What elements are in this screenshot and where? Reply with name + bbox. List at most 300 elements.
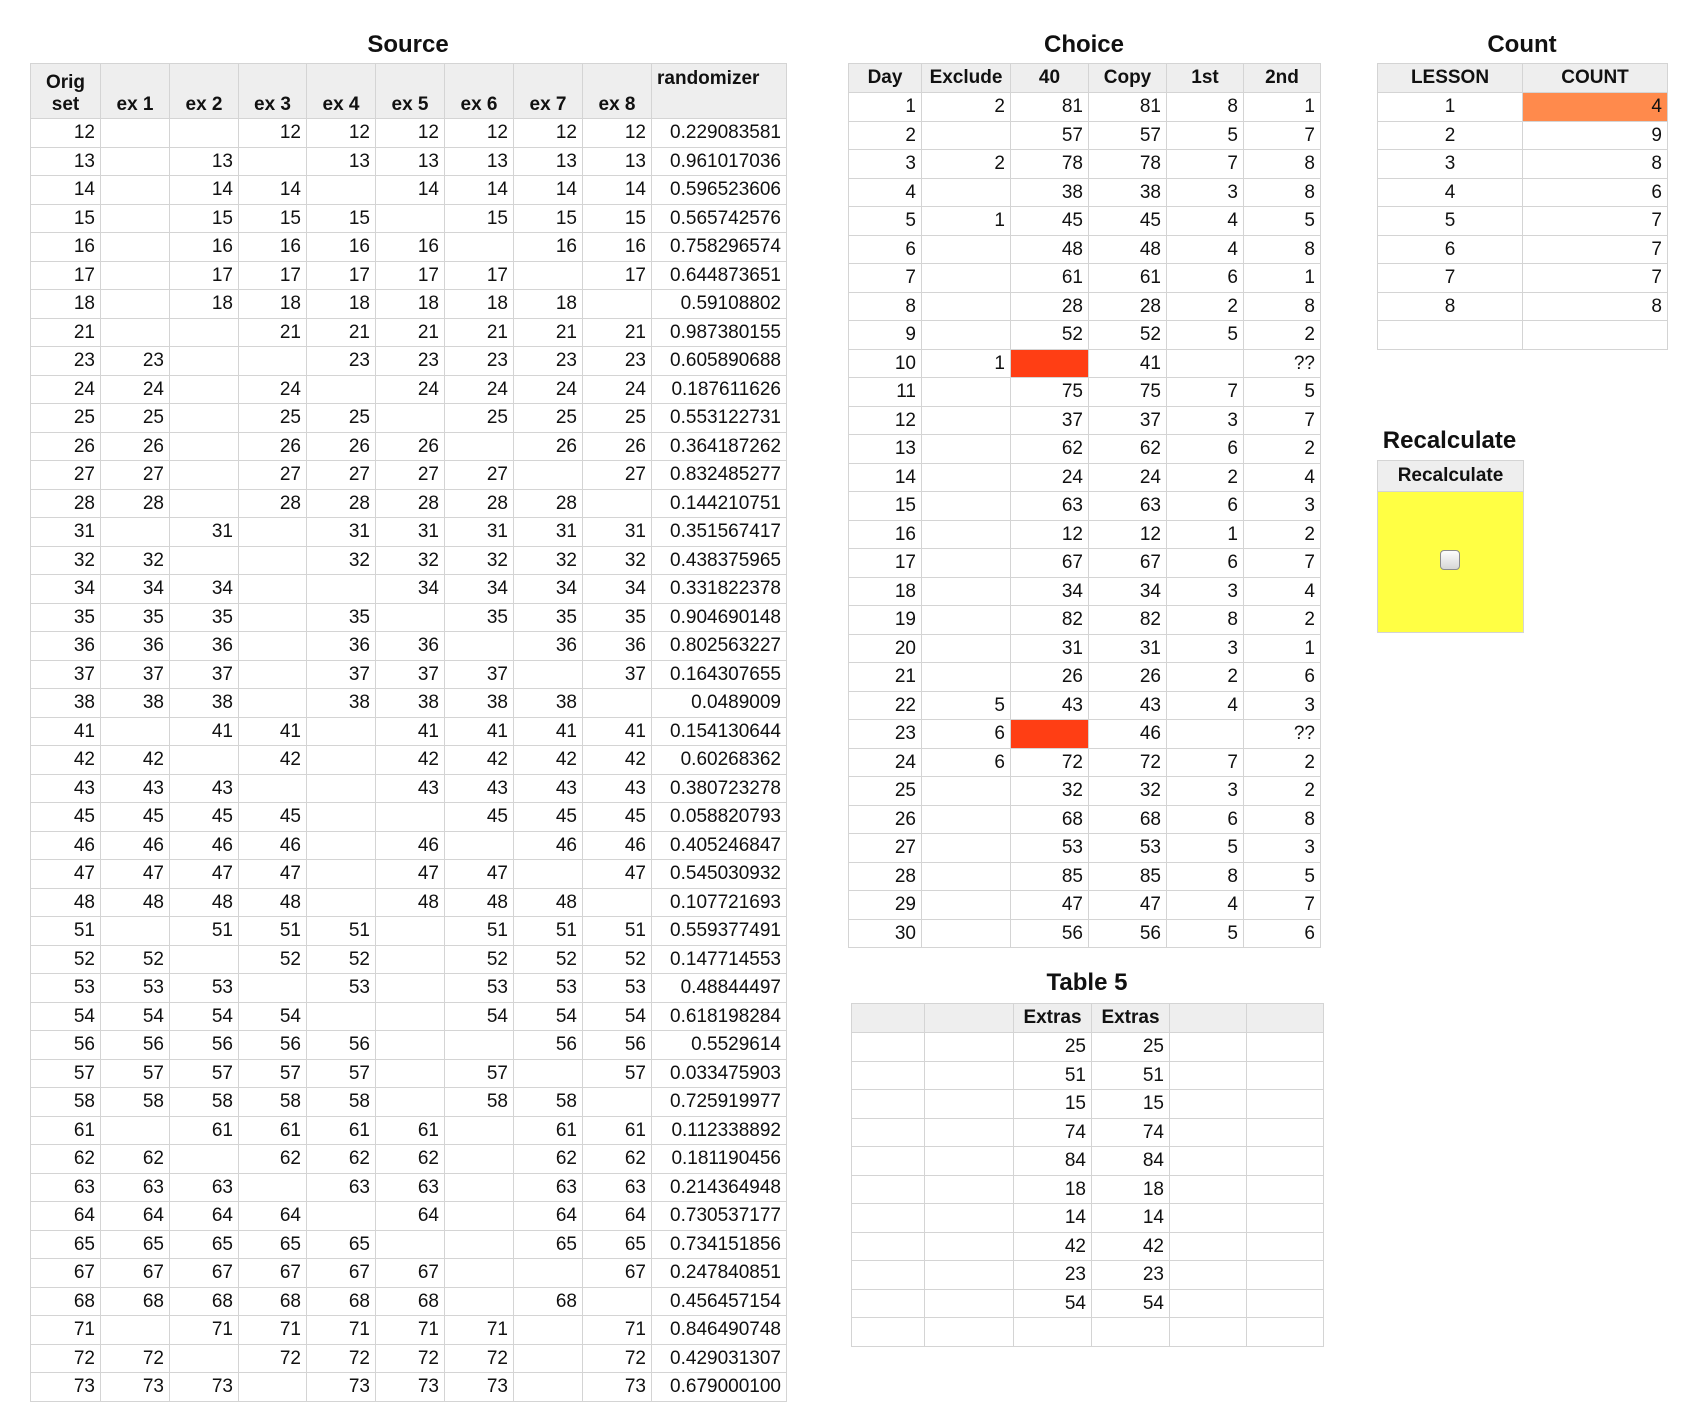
- table-cell[interactable]: 6: [1244, 919, 1321, 948]
- table-cell[interactable]: 25: [583, 404, 652, 433]
- table-cell[interactable]: [922, 634, 1011, 663]
- table-cell[interactable]: [307, 888, 376, 917]
- table-cell[interactable]: 45: [514, 803, 583, 832]
- table-cell[interactable]: 5: [1167, 919, 1244, 948]
- table-cell[interactable]: 61: [376, 1116, 445, 1145]
- table-cell[interactable]: 0.559377491: [652, 917, 787, 946]
- table-cell[interactable]: 1: [922, 207, 1011, 236]
- table-cell[interactable]: 61: [583, 1116, 652, 1145]
- table-cell[interactable]: 52: [445, 945, 514, 974]
- table-cell[interactable]: [925, 1061, 1014, 1090]
- table-cell[interactable]: 43: [1089, 691, 1167, 720]
- table-cell[interactable]: 68: [514, 1287, 583, 1316]
- table-cell[interactable]: 21: [239, 318, 307, 347]
- table-cell[interactable]: 0.605890688: [652, 347, 787, 376]
- table-cell[interactable]: 15: [31, 204, 101, 233]
- table-cell[interactable]: 81: [1089, 93, 1167, 122]
- table-cell[interactable]: 0.144210751: [652, 489, 787, 518]
- table-cell[interactable]: 48: [31, 888, 101, 917]
- table-cell[interactable]: 63: [376, 1173, 445, 1202]
- column-header[interactable]: COUNT: [1523, 64, 1668, 93]
- table-cell[interactable]: 37: [1011, 406, 1089, 435]
- table-cell[interactable]: 43: [445, 774, 514, 803]
- table-cell[interactable]: 31: [31, 518, 101, 547]
- table-cell[interactable]: [922, 321, 1011, 350]
- table-cell[interactable]: 6: [1378, 235, 1523, 264]
- table-cell[interactable]: 41: [376, 717, 445, 746]
- table-cell[interactable]: 5: [1378, 207, 1523, 236]
- table-cell[interactable]: 17: [849, 549, 922, 578]
- table-cell[interactable]: 62: [31, 1145, 101, 1174]
- table-cell[interactable]: [1247, 1118, 1324, 1147]
- table-cell[interactable]: 25: [514, 404, 583, 433]
- table-cell[interactable]: 8: [1523, 292, 1668, 321]
- table-cell[interactable]: 42: [514, 746, 583, 775]
- table-cell[interactable]: 51: [1014, 1061, 1092, 1090]
- table-cell[interactable]: [307, 176, 376, 205]
- table-cell[interactable]: 41: [31, 717, 101, 746]
- table-cell[interactable]: 46: [583, 831, 652, 860]
- table-cell[interactable]: 27: [583, 461, 652, 490]
- table-cell[interactable]: 0.618198284: [652, 1002, 787, 1031]
- table-cell[interactable]: [1170, 1118, 1247, 1147]
- table-cell[interactable]: 26: [307, 432, 376, 461]
- table-cell[interactable]: 47: [583, 860, 652, 889]
- table-cell[interactable]: 38: [101, 689, 170, 718]
- table-cell[interactable]: 63: [1011, 492, 1089, 521]
- table-cell[interactable]: 73: [445, 1373, 514, 1402]
- table-cell[interactable]: 47: [1011, 891, 1089, 920]
- table-cell[interactable]: 16: [583, 233, 652, 262]
- table-cell[interactable]: [170, 119, 239, 148]
- table-cell[interactable]: 56: [514, 1031, 583, 1060]
- table-cell[interactable]: 47: [445, 860, 514, 889]
- table-cell[interactable]: 56: [31, 1031, 101, 1060]
- table-cell[interactable]: 0.565742576: [652, 204, 787, 233]
- table-cell[interactable]: 12: [307, 119, 376, 148]
- table-cell[interactable]: 24: [376, 375, 445, 404]
- table-cell[interactable]: 53: [583, 974, 652, 1003]
- table-cell[interactable]: 38: [1089, 178, 1167, 207]
- table-cell[interactable]: [1170, 1232, 1247, 1261]
- table-cell[interactable]: [170, 318, 239, 347]
- table-cell[interactable]: 25: [31, 404, 101, 433]
- table-cell[interactable]: 24: [1089, 463, 1167, 492]
- table-cell[interactable]: 54: [101, 1002, 170, 1031]
- table-cell[interactable]: 38: [31, 689, 101, 718]
- table-cell[interactable]: 41: [170, 717, 239, 746]
- table-cell[interactable]: [445, 632, 514, 661]
- table-cell[interactable]: 14: [445, 176, 514, 205]
- table-cell[interactable]: 17: [376, 261, 445, 290]
- table-cell[interactable]: 0.679000100: [652, 1373, 787, 1402]
- table-cell[interactable]: 42: [239, 746, 307, 775]
- table-cell[interactable]: 65: [101, 1230, 170, 1259]
- table-cell[interactable]: 8: [1378, 292, 1523, 321]
- table-cell[interactable]: 53: [101, 974, 170, 1003]
- table-cell[interactable]: 52: [307, 945, 376, 974]
- table-cell[interactable]: 0.147714553: [652, 945, 787, 974]
- table-cell[interactable]: 54: [583, 1002, 652, 1031]
- table-cell[interactable]: 51: [445, 917, 514, 946]
- table-cell[interactable]: 3: [1244, 691, 1321, 720]
- table-cell[interactable]: [1247, 1147, 1324, 1176]
- table-cell[interactable]: [101, 261, 170, 290]
- table-cell[interactable]: 23: [1092, 1261, 1170, 1290]
- table-cell[interactable]: 61: [239, 1116, 307, 1145]
- table-cell[interactable]: 46: [376, 831, 445, 860]
- table-cell[interactable]: 0.596523606: [652, 176, 787, 205]
- table-cell[interactable]: 6: [1167, 264, 1244, 293]
- table-cell[interactable]: 12: [1089, 520, 1167, 549]
- highlighted-cell[interactable]: [1011, 720, 1089, 749]
- table-cell[interactable]: 54: [1014, 1289, 1092, 1318]
- table-cell[interactable]: 67: [376, 1259, 445, 1288]
- table-cell[interactable]: 47: [101, 860, 170, 889]
- table-cell[interactable]: 53: [514, 974, 583, 1003]
- table-cell[interactable]: [925, 1232, 1014, 1261]
- table-cell[interactable]: 42: [583, 746, 652, 775]
- table-cell[interactable]: [925, 1289, 1014, 1318]
- table-cell[interactable]: 63: [31, 1173, 101, 1202]
- table-cell[interactable]: [1170, 1318, 1247, 1347]
- table-cell[interactable]: 72: [376, 1344, 445, 1373]
- table-cell[interactable]: 0.247840851: [652, 1259, 787, 1288]
- table-cell[interactable]: 26: [101, 432, 170, 461]
- table-cell[interactable]: 24: [849, 748, 922, 777]
- table-cell[interactable]: 7: [1378, 264, 1523, 293]
- table-cell[interactable]: [170, 347, 239, 376]
- table-cell[interactable]: [922, 435, 1011, 464]
- table-cell[interactable]: 35: [514, 603, 583, 632]
- table-cell[interactable]: 61: [307, 1116, 376, 1145]
- table-cell[interactable]: 4: [1378, 178, 1523, 207]
- selected-cell[interactable]: 4: [1523, 93, 1668, 122]
- table-cell[interactable]: 4: [1244, 577, 1321, 606]
- table-cell[interactable]: 28: [307, 489, 376, 518]
- table-cell[interactable]: [1014, 1318, 1092, 1347]
- table-cell[interactable]: 6: [1523, 178, 1668, 207]
- table-cell[interactable]: [852, 1261, 925, 1290]
- table-cell[interactable]: 15: [514, 204, 583, 233]
- table-cell[interactable]: 14: [849, 463, 922, 492]
- table-cell[interactable]: 13: [170, 147, 239, 176]
- table-cell[interactable]: 0.214364948: [652, 1173, 787, 1202]
- table-cell[interactable]: 0.181190456: [652, 1145, 787, 1174]
- table-cell[interactable]: 31: [376, 518, 445, 547]
- table-cell[interactable]: 21: [583, 318, 652, 347]
- table-cell[interactable]: 23: [307, 347, 376, 376]
- table-cell[interactable]: 12: [849, 406, 922, 435]
- table-cell[interactable]: 27: [445, 461, 514, 490]
- table-cell[interactable]: 36: [376, 632, 445, 661]
- table-cell[interactable]: 3: [1167, 178, 1244, 207]
- table-cell[interactable]: 6: [1167, 549, 1244, 578]
- table-cell[interactable]: 23: [849, 720, 922, 749]
- table-cell[interactable]: [1247, 1061, 1324, 1090]
- table-cell[interactable]: 11: [849, 378, 922, 407]
- table-cell[interactable]: 31: [170, 518, 239, 547]
- table-cell[interactable]: [170, 746, 239, 775]
- table-cell[interactable]: 68: [307, 1287, 376, 1316]
- table-cell[interactable]: 1: [1244, 93, 1321, 122]
- table-cell[interactable]: 68: [239, 1287, 307, 1316]
- table-cell[interactable]: [445, 831, 514, 860]
- table-cell[interactable]: [1247, 1204, 1324, 1233]
- table-cell[interactable]: 31: [514, 518, 583, 547]
- column-header[interactable]: 1st: [1167, 64, 1244, 93]
- table-cell[interactable]: 8: [1244, 805, 1321, 834]
- table-cell[interactable]: 12: [239, 119, 307, 148]
- table-cell[interactable]: 5: [1167, 321, 1244, 350]
- table-cell[interactable]: [1247, 1232, 1324, 1261]
- table-cell[interactable]: 0.058820793: [652, 803, 787, 832]
- table-cell[interactable]: 3: [1167, 777, 1244, 806]
- column-header[interactable]: [852, 1004, 925, 1033]
- table-cell[interactable]: 45: [170, 803, 239, 832]
- table-cell[interactable]: 62: [307, 1145, 376, 1174]
- table-cell[interactable]: 8: [1244, 235, 1321, 264]
- table-cell[interactable]: 18: [514, 290, 583, 319]
- table-cell[interactable]: 61: [170, 1116, 239, 1145]
- table-cell[interactable]: 68: [1011, 805, 1089, 834]
- table-cell[interactable]: 0.5529614: [652, 1031, 787, 1060]
- table-cell[interactable]: [852, 1175, 925, 1204]
- table-cell[interactable]: 64: [239, 1202, 307, 1231]
- table-cell[interactable]: [307, 375, 376, 404]
- table-cell[interactable]: 26: [239, 432, 307, 461]
- table-cell[interactable]: [376, 974, 445, 1003]
- table-cell[interactable]: [925, 1033, 1014, 1062]
- table-cell[interactable]: 8: [1167, 93, 1244, 122]
- table-cell[interactable]: 24: [239, 375, 307, 404]
- table-cell[interactable]: 2: [1167, 663, 1244, 692]
- table-cell[interactable]: 0.987380155: [652, 318, 787, 347]
- table-cell[interactable]: [170, 546, 239, 575]
- table-cell[interactable]: [514, 1373, 583, 1402]
- table-cell[interactable]: 24: [583, 375, 652, 404]
- table-cell[interactable]: 45: [445, 803, 514, 832]
- table-cell[interactable]: [1167, 349, 1244, 378]
- table-cell[interactable]: 54: [239, 1002, 307, 1031]
- table-cell[interactable]: 36: [170, 632, 239, 661]
- table-cell[interactable]: 62: [583, 1145, 652, 1174]
- table-cell[interactable]: 15: [1092, 1090, 1170, 1119]
- table-cell[interactable]: 61: [1011, 264, 1089, 293]
- table-cell[interactable]: 41: [1089, 349, 1167, 378]
- table-cell[interactable]: [922, 777, 1011, 806]
- table-cell[interactable]: 0.107721693: [652, 888, 787, 917]
- table-cell[interactable]: [239, 546, 307, 575]
- table-cell[interactable]: 12: [31, 119, 101, 148]
- table-cell[interactable]: 53: [1011, 834, 1089, 863]
- table-cell[interactable]: 16: [376, 233, 445, 262]
- table-cell[interactable]: 71: [170, 1316, 239, 1345]
- table-cell[interactable]: 15: [1014, 1090, 1092, 1119]
- table-cell[interactable]: 37: [445, 660, 514, 689]
- table-cell[interactable]: 2: [922, 93, 1011, 122]
- table-cell[interactable]: 82: [1011, 606, 1089, 635]
- table-cell[interactable]: 67: [583, 1259, 652, 1288]
- table-cell[interactable]: 72: [1011, 748, 1089, 777]
- table-cell[interactable]: 0.187611626: [652, 375, 787, 404]
- table-cell[interactable]: 18: [445, 290, 514, 319]
- table-cell[interactable]: 0.553122731: [652, 404, 787, 433]
- table-cell[interactable]: 43: [31, 774, 101, 803]
- table-cell[interactable]: 75: [1089, 378, 1167, 407]
- table-cell[interactable]: 71: [583, 1316, 652, 1345]
- table-cell[interactable]: 53: [1089, 834, 1167, 863]
- table-cell[interactable]: 41: [514, 717, 583, 746]
- table-cell[interactable]: [852, 1033, 925, 1062]
- table-cell[interactable]: 64: [376, 1202, 445, 1231]
- table-cell[interactable]: 13: [514, 147, 583, 176]
- table-cell[interactable]: [1092, 1318, 1170, 1347]
- table-cell[interactable]: [376, 204, 445, 233]
- table-cell[interactable]: [583, 1088, 652, 1117]
- table-cell[interactable]: 62: [101, 1145, 170, 1174]
- column-header[interactable]: 40: [1011, 64, 1089, 93]
- table-cell[interactable]: [1247, 1033, 1324, 1062]
- table-cell[interactable]: 54: [1092, 1289, 1170, 1318]
- table-cell[interactable]: 57: [583, 1059, 652, 1088]
- table-cell[interactable]: [922, 834, 1011, 863]
- table-cell[interactable]: [376, 603, 445, 632]
- table-cell[interactable]: 31: [583, 518, 652, 547]
- table-cell[interactable]: 54: [514, 1002, 583, 1031]
- table-cell[interactable]: 31: [445, 518, 514, 547]
- column-header[interactable]: [376, 64, 445, 119]
- table-cell[interactable]: 42: [101, 746, 170, 775]
- table-cell[interactable]: [101, 147, 170, 176]
- table-cell[interactable]: [922, 492, 1011, 521]
- table-cell[interactable]: 0.545030932: [652, 860, 787, 889]
- table-cell[interactable]: 7: [1244, 549, 1321, 578]
- table-cell[interactable]: [307, 831, 376, 860]
- table-cell[interactable]: 14: [31, 176, 101, 205]
- table-cell[interactable]: 64: [31, 1202, 101, 1231]
- table-cell[interactable]: 38: [1011, 178, 1089, 207]
- table-cell[interactable]: 3: [1167, 577, 1244, 606]
- table-cell[interactable]: 51: [170, 917, 239, 946]
- table-cell[interactable]: [922, 577, 1011, 606]
- table-cell[interactable]: 41: [445, 717, 514, 746]
- table-cell[interactable]: 57: [31, 1059, 101, 1088]
- table-cell[interactable]: 15: [849, 492, 922, 521]
- table-cell[interactable]: [922, 264, 1011, 293]
- table-cell[interactable]: 67: [307, 1259, 376, 1288]
- column-header[interactable]: [31, 64, 101, 119]
- table-cell[interactable]: 37: [101, 660, 170, 689]
- table-cell[interactable]: 41: [583, 717, 652, 746]
- table-cell[interactable]: [922, 805, 1011, 834]
- table-cell[interactable]: 38: [514, 689, 583, 718]
- table-cell[interactable]: 57: [1089, 121, 1167, 150]
- table-cell[interactable]: 5: [1244, 378, 1321, 407]
- table-cell[interactable]: [1247, 1289, 1324, 1318]
- table-cell[interactable]: 37: [307, 660, 376, 689]
- column-header[interactable]: [307, 64, 376, 119]
- table-cell[interactable]: 51: [307, 917, 376, 946]
- table-cell[interactable]: [239, 632, 307, 661]
- table-cell[interactable]: [101, 1316, 170, 1345]
- table-cell[interactable]: [101, 119, 170, 148]
- table-cell[interactable]: 2: [1244, 748, 1321, 777]
- table-cell[interactable]: [922, 235, 1011, 264]
- table-cell[interactable]: [925, 1175, 1014, 1204]
- table-cell[interactable]: 37: [31, 660, 101, 689]
- table-cell[interactable]: 46: [31, 831, 101, 860]
- table-cell[interactable]: [514, 1059, 583, 1088]
- table-cell[interactable]: 6: [1167, 435, 1244, 464]
- table-cell[interactable]: [922, 919, 1011, 948]
- table-cell[interactable]: 52: [1011, 321, 1089, 350]
- table-cell[interactable]: 15: [307, 204, 376, 233]
- table-cell[interactable]: 9: [849, 321, 922, 350]
- table-cell[interactable]: 17: [239, 261, 307, 290]
- table-cell[interactable]: [1170, 1147, 1247, 1176]
- table-cell[interactable]: 18: [31, 290, 101, 319]
- table-cell[interactable]: 32: [376, 546, 445, 575]
- table-cell[interactable]: [852, 1090, 925, 1119]
- table-cell[interactable]: 32: [514, 546, 583, 575]
- table-cell[interactable]: 46: [1089, 720, 1167, 749]
- table-cell[interactable]: 56: [101, 1031, 170, 1060]
- table-cell[interactable]: 13: [849, 435, 922, 464]
- table-cell[interactable]: [1247, 1090, 1324, 1119]
- table-cell[interactable]: [445, 1145, 514, 1174]
- table-cell[interactable]: 17: [170, 261, 239, 290]
- table-cell[interactable]: 73: [376, 1373, 445, 1402]
- table-cell[interactable]: 34: [445, 575, 514, 604]
- table-cell[interactable]: 25: [1014, 1033, 1092, 1062]
- table-cell[interactable]: 48: [445, 888, 514, 917]
- table-cell[interactable]: [170, 945, 239, 974]
- table-cell[interactable]: 27: [101, 461, 170, 490]
- table-cell[interactable]: [925, 1090, 1014, 1119]
- table-cell[interactable]: 65: [307, 1230, 376, 1259]
- table-cell[interactable]: [925, 1147, 1014, 1176]
- table-cell[interactable]: 7: [1523, 207, 1668, 236]
- table-cell[interactable]: 34: [31, 575, 101, 604]
- table-cell[interactable]: [1167, 720, 1244, 749]
- table-cell[interactable]: 67: [1011, 549, 1089, 578]
- table-cell[interactable]: 72: [307, 1344, 376, 1373]
- table-cell[interactable]: [445, 233, 514, 262]
- table-cell[interactable]: [307, 803, 376, 832]
- table-cell[interactable]: 64: [170, 1202, 239, 1231]
- table-cell[interactable]: 81: [1011, 93, 1089, 122]
- table-cell[interactable]: 56: [1089, 919, 1167, 948]
- table-cell[interactable]: 58: [239, 1088, 307, 1117]
- table-cell[interactable]: 0.904690148: [652, 603, 787, 632]
- table-cell[interactable]: [852, 1204, 925, 1233]
- table-cell[interactable]: 12: [514, 119, 583, 148]
- table-cell[interactable]: 7: [1167, 150, 1244, 179]
- table-cell[interactable]: 67: [31, 1259, 101, 1288]
- table-cell[interactable]: [922, 406, 1011, 435]
- table-cell[interactable]: 30: [849, 919, 922, 948]
- table-cell[interactable]: 35: [31, 603, 101, 632]
- table-cell[interactable]: 0.802563227: [652, 632, 787, 661]
- table-cell[interactable]: 31: [307, 518, 376, 547]
- table-cell[interactable]: 22: [849, 691, 922, 720]
- table-cell[interactable]: 0.644873651: [652, 261, 787, 290]
- table-cell[interactable]: 65: [170, 1230, 239, 1259]
- table-cell[interactable]: 48: [170, 888, 239, 917]
- table-cell[interactable]: 43: [583, 774, 652, 803]
- table-cell[interactable]: 61: [514, 1116, 583, 1145]
